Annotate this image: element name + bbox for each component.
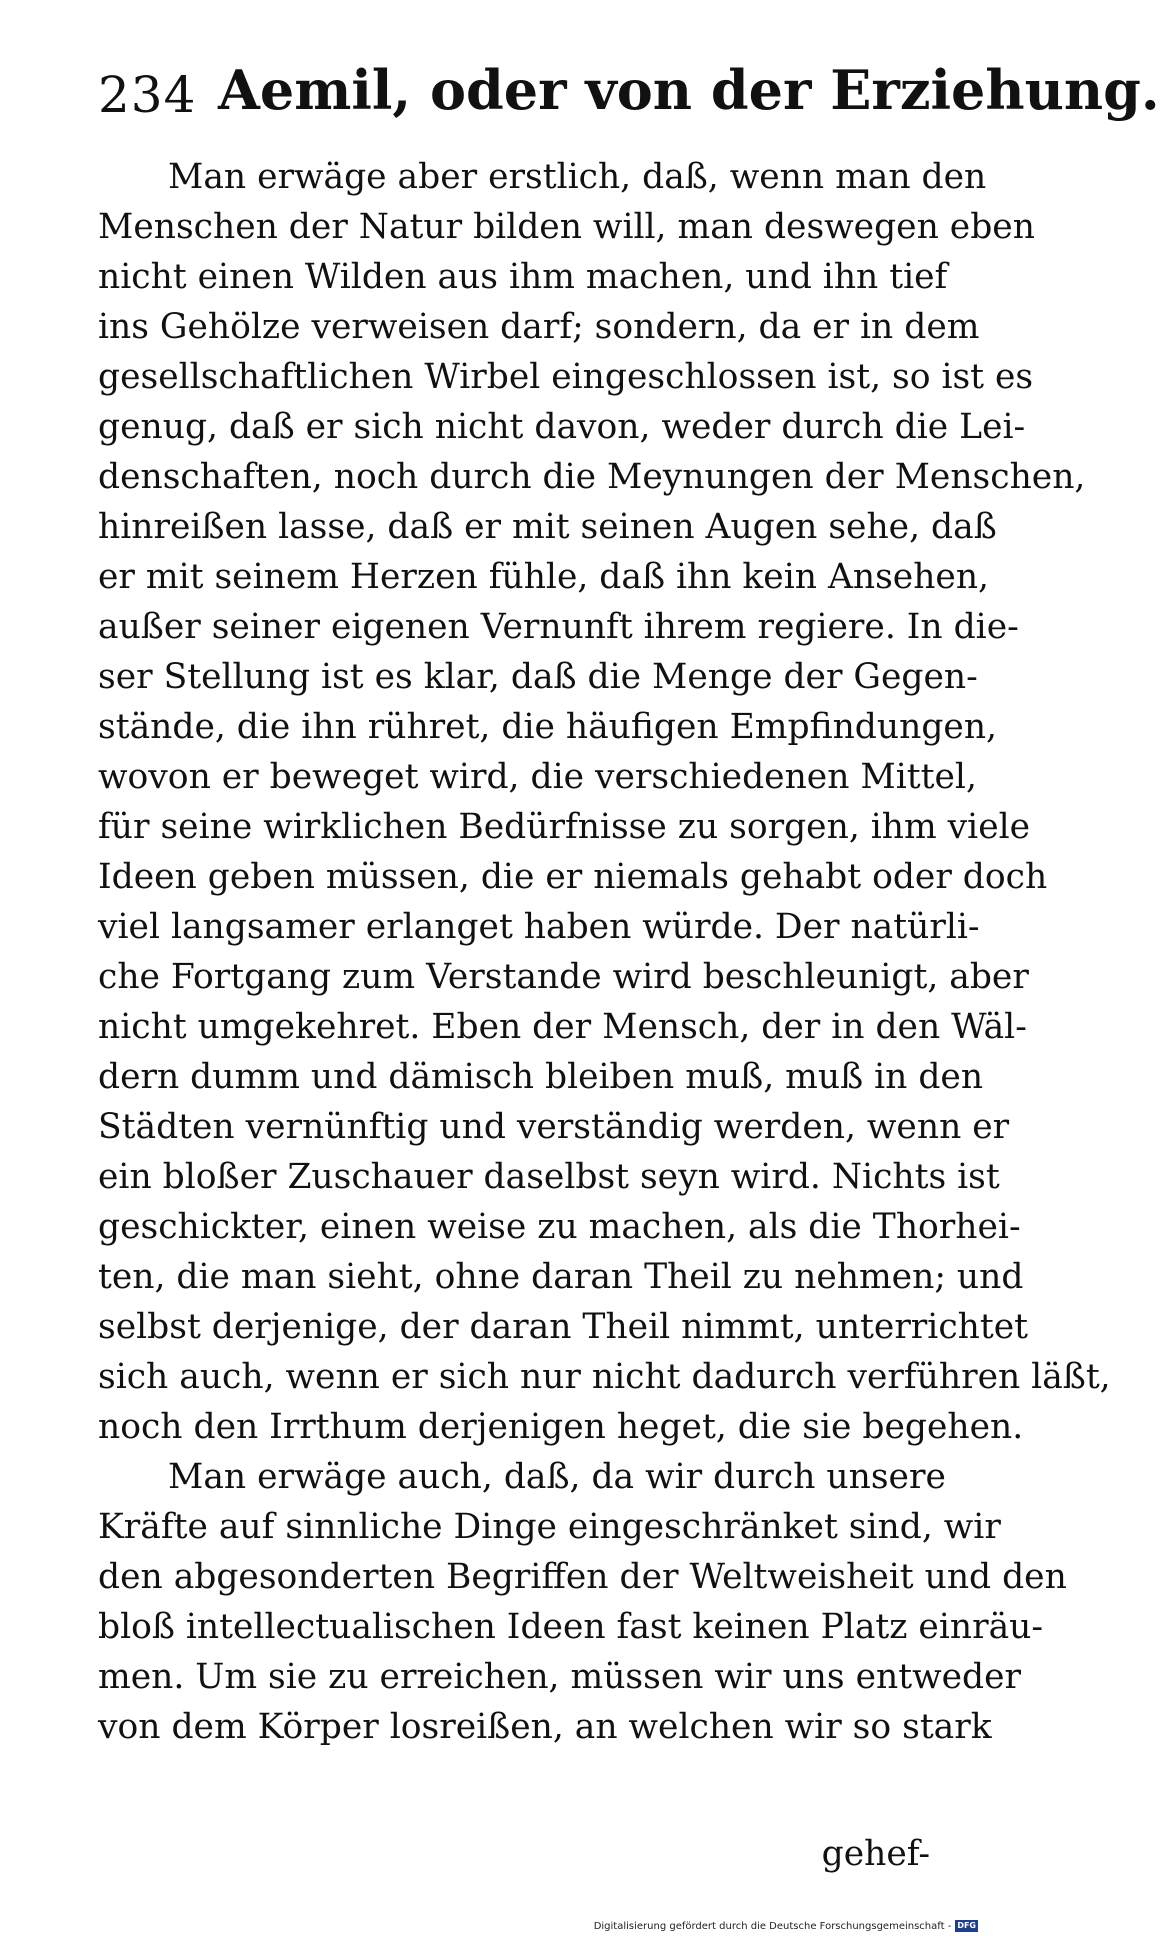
- text-line: stände, die ihn rühret, die häufigen Empfindungen,: [98, 707, 998, 747]
- dfg-logo: DFG: [957, 1921, 976, 1930]
- text-line: men. Um sie zu erreichen, müssen wir uns entweder: [98, 1657, 1022, 1697]
- text-line: Ideen geben müssen, die er niemals gehabt oder doch: [98, 857, 1048, 897]
- text-line: Man erwäge auch, daß, da wir durch unsere: [168, 1457, 946, 1497]
- text-line: ins Gehölze verweisen darf; sondern, da er in dem: [98, 307, 980, 347]
- text-line: viel langsamer erlanget haben würde. Der natürli-: [98, 907, 980, 947]
- text-line: sich auch, wenn er sich nur nicht dadurch verführen läßt,: [98, 1357, 1111, 1397]
- text-line: ser Stellung ist es klar, daß die Menge der Gegen-: [98, 657, 978, 697]
- text-line: für seine wirklichen Bedürfnisse zu sorgen, ihm viele: [98, 807, 1031, 847]
- text-line: er mit seinem Herzen fühle, daß ihn kein Ansehen,: [98, 557, 990, 597]
- text-line: geschickter, einen weise zu machen, als die Thorhei-: [98, 1207, 1021, 1247]
- text-line: nicht umgekehret. Eben der Mensch, der in den Wäl-: [98, 1007, 1027, 1047]
- body-text: [98, 152, 1111, 1752]
- text-line: ein bloßer Zuschauer daselbst seyn wird. Nichts ist: [98, 1157, 1000, 1197]
- text-line: selbst derjenige, der daran Theil nimmt, unterrichtet: [98, 1307, 1029, 1347]
- text-line: genug, daß er sich nicht davon, weder durch die Lei-: [98, 407, 1026, 447]
- text-line: dern dumm und dämisch bleiben muß, muß in den: [98, 1057, 984, 1097]
- text-line: bloß intellectualischen Ideen fast keinen Platz einräu-: [98, 1607, 1044, 1647]
- page-number: 234: [98, 66, 197, 124]
- text-line: Kräfte auf sinnliche Dinge eingeschränket sind, wir: [98, 1507, 1001, 1547]
- text-line: che Fortgang zum Verstande wird beschleunigt, aber: [98, 957, 1029, 997]
- text-line: noch den Irrthum derjenigen heget, die sie begehen.: [98, 1407, 1024, 1447]
- digitization-credit: [594, 1918, 978, 1934]
- text-line: Städten vernünftig und verständig werden, wenn er: [98, 1107, 1010, 1147]
- text-line: nicht einen Wilden aus ihm machen, und ihn tief: [98, 257, 948, 297]
- text-line: Menschen der Natur bilden will, man deswegen eben: [98, 207, 1035, 247]
- text-line: Man erwäge aber erstlich, daß, wenn man den: [168, 157, 987, 197]
- catchword: gehef-: [821, 1834, 930, 1874]
- running-head: [98, 58, 1160, 128]
- text-line: ten, die man sieht, ohne daran Theil zu nehmen; und: [98, 1257, 1024, 1297]
- running-title: Aemil, oder von der Erziehung.: [218, 58, 1160, 122]
- text-line: außer seiner eigenen Vernunft ihrem regiere. In die-: [98, 607, 1019, 647]
- text-line: denschaften, noch durch die Meynungen der Menschen,: [98, 457, 1086, 497]
- text-line: gesellschaftlichen Wirbel eingeschlossen ist, so ist es: [98, 357, 1034, 397]
- text-line: wovon er beweget wird, die verschiedenen Mittel,: [98, 757, 977, 797]
- credit-text: Digitalisierung gefördert durch die Deutsche Forschungsgemeinschaft -: [593, 1920, 952, 1932]
- text-line: von dem Körper losreißen, an welchen wir so stark: [98, 1707, 992, 1747]
- text-line: den abgesonderten Begriffen der Weltweisheit und den: [98, 1557, 1067, 1597]
- text-line: hinreißen lasse, daß er mit seinen Augen sehe, daß: [98, 507, 997, 547]
